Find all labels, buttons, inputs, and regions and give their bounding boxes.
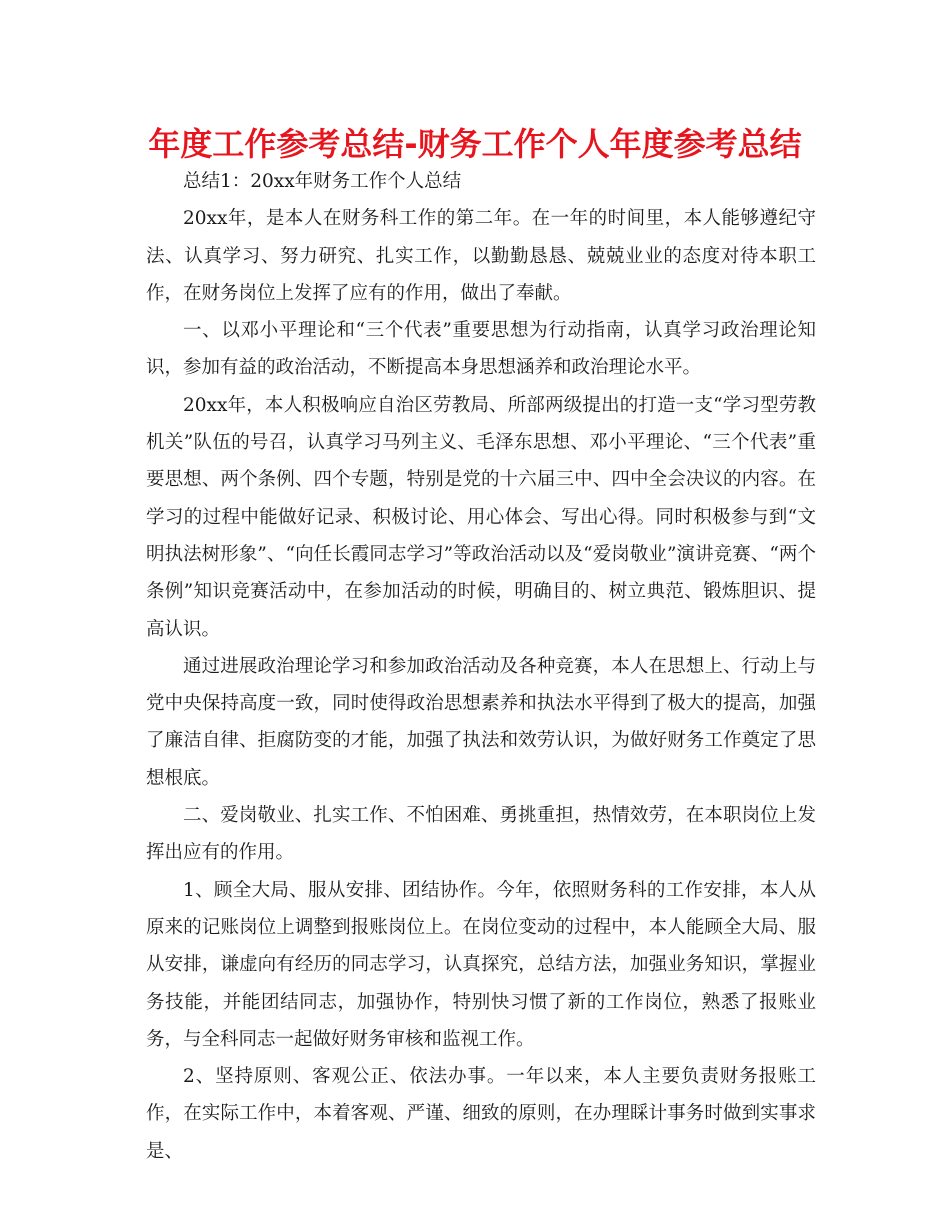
paragraph: 一、以邓小平理论和“三个代表”重要思想为行动指南，认真学习政治理论知识，参加有益的政治活动，不断提高本身思想涵养和政治理论水平。 <box>146 320 816 379</box>
document-title: 年度工作参考总结-财务工作个人年度参考总结 <box>148 125 802 163</box>
paragraph: 二、爱岗敬业、扎实工作、不怕困难、勇挑重担，热情效劳，在本职岗位上发挥出应有的作用。 <box>146 805 816 864</box>
paragraph: 2、坚持原则、客观公正、依法办事。一年以来，本人主要负责财务报账工作，在实际工作中，本着客观、严谨、细致的原则，在办理睬计事务时做到实事求是、 <box>146 1066 816 1162</box>
paragraph: 1、顾全大局、服从安排、团结协作。今年，依照财务科的工作安排，本人从原来的记账岗位上调整到报账岗位上。在岗位变动的过程中，本人能顾全大局、服从安排，谦虚向有经历的同志学习，认真探究，总结方法，加强业务知识，掌握业务技能，并能团结同志，加强协作，特别快习惯了新的工作岗位，熟悉了报账业务，与全科同志一起做好财务审核和监视工作。 <box>146 879 816 1050</box>
paragraph: 20xx年，是本人在财务科工作的第二年。在一年的时间里，本人能够遵纪守法、认真学习、努力研究、扎实工作，以勤勤恳恳、兢兢业业的态度对待本职工作，在财务岗位上发挥了应有的作用，做出了奉献。 <box>146 208 816 304</box>
paragraph-summary-heading: 总结1：20xx年财务工作个人总结 <box>183 171 462 192</box>
paragraph: 通过进展政治理论学习和参加政治活动及各种竞赛，本人在思想上、行动上与党中央保持高度一致，同时使得政治思想素养和执法水平得到了极大的提高，加强了廉洁自律、拒腐防变的才能，加强了执法和效劳认识，为做好财务工作奠定了思想根底。 <box>146 655 816 789</box>
paragraph: 20xx年，本人积极响应自治区劳教局、所部两级提出的打造一支“学习型劳教机关”队伍的号召，认真学习马列主义、毛泽东思想、邓小平理论、“三个代表”重要思想、两个条例、四个专题，特别是党的十六届三中、四中全会决议的内容。在学习的过程中能做好记录、积极讨论、用心体会、写出心得。同时积极参与到“文明执法树形象”、“向任长霞同志学习”等政治活动以及“爱岗敬业”演讲竞赛、“两个条例”知识竞赛活动中，在参加活动的时候，明确目的、树立典范、锻炼胆识、提高认识。 <box>146 394 816 640</box>
document-body <box>146 163 816 1170</box>
